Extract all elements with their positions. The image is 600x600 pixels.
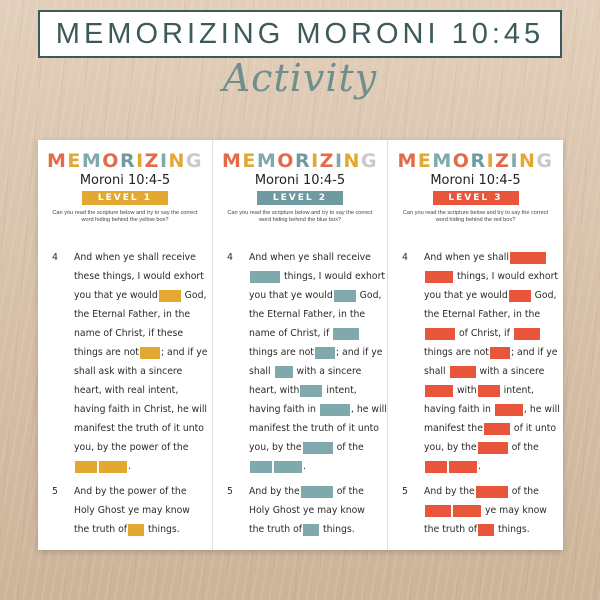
verse-text: you that ye would bbox=[424, 290, 508, 301]
verse-text: intent, bbox=[323, 385, 357, 396]
verse-text: things, I would exhort bbox=[454, 271, 559, 282]
verse-line bbox=[402, 381, 557, 400]
verse-text: the Eternal Father, in the bbox=[249, 309, 366, 320]
verse-text: . bbox=[128, 461, 131, 472]
hidden-word-box bbox=[476, 486, 508, 498]
heading-letter: R bbox=[470, 150, 487, 172]
verse-line bbox=[227, 362, 381, 381]
verse-text: you, by the bbox=[424, 442, 477, 453]
hidden-word-box bbox=[320, 404, 350, 416]
verse-line bbox=[402, 343, 557, 362]
verse-line bbox=[402, 267, 557, 286]
verse-text: name of Christ, if these bbox=[74, 328, 184, 339]
verse-text: name of Christ, if bbox=[249, 328, 333, 339]
hidden-word-box bbox=[425, 328, 455, 340]
hidden-word-box bbox=[453, 505, 481, 517]
hidden-word-box bbox=[128, 524, 144, 536]
hidden-word-box bbox=[334, 290, 356, 302]
scripture-reference: Moroni 10:4-5 bbox=[79, 173, 171, 188]
hidden-word-box bbox=[478, 385, 500, 397]
heading-letter: E bbox=[417, 150, 433, 172]
worksheet-level-3 bbox=[388, 140, 563, 550]
hidden-word-box bbox=[275, 366, 293, 378]
verse-number: 4 bbox=[227, 252, 233, 263]
heading-letter: E bbox=[242, 150, 257, 172]
verse-text: . bbox=[478, 461, 481, 472]
verse-text: manifest the truth of it unto bbox=[249, 423, 379, 434]
verse-text: of the bbox=[333, 486, 364, 497]
hidden-word-box bbox=[303, 442, 333, 454]
verse-text: heart, with real intent, bbox=[74, 385, 179, 396]
verse-line bbox=[52, 362, 206, 381]
verse-line bbox=[52, 419, 206, 438]
worksheet-cards bbox=[38, 140, 563, 550]
card-heading bbox=[213, 150, 387, 172]
verse-text: having faith in bbox=[249, 404, 319, 415]
verse-line bbox=[227, 286, 381, 305]
hidden-word-box bbox=[490, 347, 510, 359]
verse-text: with a sincere bbox=[476, 366, 545, 377]
verse-line bbox=[227, 520, 381, 539]
heading-letter: I bbox=[136, 150, 145, 172]
verse-line bbox=[402, 305, 557, 324]
verse-line bbox=[402, 419, 557, 438]
heading-letter: I bbox=[311, 150, 320, 172]
verse-text: And by the power of the bbox=[74, 486, 187, 497]
heading-letter: E bbox=[67, 150, 82, 172]
verse-text: And when ye shall bbox=[424, 252, 509, 263]
verse-line bbox=[52, 286, 206, 305]
hidden-word-box bbox=[425, 271, 453, 283]
verse-text: . bbox=[303, 461, 306, 472]
verse-line bbox=[227, 343, 381, 362]
heading-letter: I bbox=[486, 150, 496, 172]
hidden-word-box bbox=[99, 461, 127, 473]
verse-text: shall bbox=[424, 366, 449, 377]
verse-number: 4 bbox=[52, 252, 58, 263]
heading-letter: N bbox=[519, 150, 537, 172]
heading-letter: G bbox=[536, 150, 554, 172]
hidden-word-box bbox=[333, 328, 359, 340]
hidden-word-box bbox=[425, 505, 451, 517]
verse-text: things. bbox=[320, 524, 355, 535]
verse-text: Holy Ghost ye may know bbox=[249, 505, 365, 516]
heading-letter: N bbox=[168, 150, 186, 172]
level-badge: LEVEL 1 bbox=[82, 191, 168, 205]
verse-text: heart, with bbox=[249, 385, 300, 396]
hidden-word-box bbox=[449, 461, 477, 473]
instructions: Can you read the scripture below and try to say the correct word hiding behind the yellow box? bbox=[52, 210, 198, 223]
heading-letter: G bbox=[185, 150, 204, 172]
hidden-word-box bbox=[250, 271, 280, 283]
hidden-word-box bbox=[301, 486, 333, 498]
hidden-word-box bbox=[478, 524, 494, 536]
heading-letter: Z bbox=[144, 150, 160, 172]
page-subtitle: Activity bbox=[222, 56, 378, 100]
heading-letter: O bbox=[452, 150, 471, 172]
hidden-word-box bbox=[509, 290, 531, 302]
verse-line bbox=[52, 381, 206, 400]
verse-line bbox=[52, 520, 206, 539]
heading-letter: M bbox=[221, 150, 243, 172]
card-heading bbox=[388, 150, 563, 172]
verse-line bbox=[402, 248, 557, 267]
verse-line bbox=[227, 324, 381, 343]
verse-line bbox=[402, 520, 557, 539]
verse-line bbox=[227, 419, 381, 438]
verse-line bbox=[227, 501, 381, 520]
level-badge: LEVEL 2 bbox=[257, 191, 343, 205]
verse-text: you that ye would bbox=[249, 290, 333, 301]
verse-line bbox=[227, 400, 387, 419]
verse-text: manifest the truth of it unto bbox=[74, 423, 204, 434]
page-title: MEMORIZING MORONI 10:45 bbox=[55, 17, 545, 50]
verse-text: having faith in bbox=[424, 404, 494, 415]
verse-text: things are not bbox=[424, 347, 489, 358]
heading-letter: M bbox=[256, 150, 278, 172]
heading-letter: N bbox=[343, 150, 361, 172]
hidden-word-box bbox=[514, 328, 540, 340]
verse-text: the truth of bbox=[74, 524, 128, 535]
heading-letter: Z bbox=[495, 150, 511, 172]
verse-text: of the bbox=[508, 486, 539, 497]
hidden-word-box bbox=[140, 347, 160, 359]
verse-text: the Eternal Father, in the bbox=[424, 309, 541, 320]
hidden-word-box bbox=[484, 423, 510, 435]
verse-line bbox=[227, 267, 386, 286]
verse-line bbox=[52, 482, 206, 501]
verse-text: things, I would exhort bbox=[281, 271, 386, 282]
verse-text: having faith in Christ, he will bbox=[74, 404, 208, 415]
verse-line bbox=[402, 457, 557, 476]
verse-text: the truth of bbox=[424, 524, 478, 535]
verse-text: of Christ, if bbox=[456, 328, 513, 339]
verse-text: And when ye shall receive bbox=[74, 252, 196, 263]
verse-text: ; and if ye bbox=[510, 347, 558, 358]
hidden-word-box bbox=[425, 385, 453, 397]
verse-line bbox=[52, 343, 206, 362]
verse-line bbox=[402, 501, 557, 520]
verse-line bbox=[402, 400, 560, 419]
verse-line bbox=[52, 267, 206, 286]
verse-line bbox=[52, 438, 206, 457]
verse-line bbox=[52, 324, 206, 343]
worksheet-level-2 bbox=[213, 140, 388, 550]
scripture-text bbox=[402, 248, 560, 539]
verse-text: , he will bbox=[523, 404, 560, 415]
verse-text: And by the bbox=[249, 486, 300, 497]
hidden-word-box bbox=[303, 524, 319, 536]
heading-letter: O bbox=[102, 150, 120, 172]
verse-text: ye may know bbox=[482, 505, 547, 516]
heading-letter: I bbox=[334, 150, 344, 172]
scripture-text bbox=[227, 248, 387, 539]
verse-text: shall ask with a sincere bbox=[74, 366, 183, 377]
verse-line bbox=[227, 248, 381, 267]
verse-text: of it unto bbox=[510, 423, 557, 434]
verse-text: God, bbox=[356, 290, 382, 301]
verse-line bbox=[402, 286, 557, 305]
heading-letter: M bbox=[46, 150, 68, 172]
hidden-word-box bbox=[274, 461, 302, 473]
verse-line bbox=[227, 305, 381, 324]
verse-text: Holy Ghost ye may know bbox=[74, 505, 190, 516]
verse-line bbox=[52, 400, 206, 419]
verse-number: 5 bbox=[227, 486, 233, 497]
heading-letter: I bbox=[159, 150, 169, 172]
scripture-text bbox=[52, 248, 206, 539]
verse-line bbox=[52, 501, 206, 520]
verse-line bbox=[227, 457, 381, 476]
heading-letter: M bbox=[81, 150, 103, 172]
verse-text: manifest the bbox=[424, 423, 483, 434]
verse-text: with a sincere bbox=[293, 366, 362, 377]
heading-letter: G bbox=[360, 150, 379, 172]
verse-text: you, by the bbox=[249, 442, 302, 453]
hidden-word-box bbox=[75, 461, 97, 473]
card-heading bbox=[38, 150, 212, 172]
verse-text: of the bbox=[508, 442, 539, 453]
hidden-word-box bbox=[510, 252, 546, 264]
verse-text: these things, I would exhort bbox=[74, 271, 204, 282]
verse-text: intent, bbox=[500, 385, 534, 396]
heading-letter: M bbox=[397, 150, 418, 172]
hidden-word-box bbox=[450, 366, 476, 378]
hidden-word-box bbox=[300, 385, 322, 397]
verse-number: 5 bbox=[402, 486, 408, 497]
hidden-word-box bbox=[478, 442, 508, 454]
verse-text: ; and if ye bbox=[160, 347, 208, 358]
level-badge: LEVEL 3 bbox=[433, 191, 519, 205]
instructions: Can you read the scripture below and try to say the correct word hiding behind the red box? bbox=[402, 210, 549, 223]
verse-line bbox=[402, 482, 557, 501]
verse-text: God, bbox=[181, 290, 207, 301]
heading-letter: I bbox=[510, 150, 520, 172]
verse-text: ; and if ye bbox=[335, 347, 383, 358]
verse-number: 4 bbox=[402, 252, 408, 263]
verse-text: , he will bbox=[350, 404, 387, 415]
verse-number: 5 bbox=[52, 486, 58, 497]
verse-text: And by the bbox=[424, 486, 475, 497]
heading-letter: R bbox=[119, 150, 137, 172]
heading-letter: M bbox=[432, 150, 453, 172]
heading-letter: O bbox=[277, 150, 295, 172]
verse-text: the truth of bbox=[249, 524, 303, 535]
hidden-word-box bbox=[159, 290, 181, 302]
verse-text: things are not bbox=[249, 347, 314, 358]
scripture-reference: Moroni 10:4-5 bbox=[254, 173, 346, 188]
verse-text: things. bbox=[495, 524, 530, 535]
worksheet-level-1 bbox=[38, 140, 213, 550]
verse-text: God, bbox=[531, 290, 557, 301]
verse-line bbox=[227, 438, 381, 457]
verse-line bbox=[227, 482, 381, 501]
verse-text: with bbox=[454, 385, 477, 396]
verse-text: you that ye would bbox=[74, 290, 158, 301]
hidden-word-box bbox=[495, 404, 523, 416]
title-banner bbox=[38, 10, 562, 58]
verse-text: things. bbox=[145, 524, 180, 535]
verse-text: of the bbox=[333, 442, 364, 453]
verse-text: you, by the power of the bbox=[74, 442, 189, 453]
heading-letter: Z bbox=[319, 150, 335, 172]
hidden-word-box bbox=[315, 347, 335, 359]
verse-line bbox=[227, 381, 381, 400]
verse-text: And when ye shall receive bbox=[249, 252, 371, 263]
verse-text: things are not bbox=[74, 347, 139, 358]
verse-text: the Eternal Father, in the bbox=[74, 309, 191, 320]
hidden-word-box bbox=[425, 461, 447, 473]
verse-line bbox=[52, 457, 206, 476]
verse-line bbox=[52, 305, 206, 324]
verse-text: shall bbox=[249, 366, 274, 377]
verse-line bbox=[402, 438, 557, 457]
verse-line bbox=[52, 248, 206, 267]
scripture-reference: Moroni 10:4-5 bbox=[430, 173, 521, 188]
heading-letter: R bbox=[294, 150, 312, 172]
hidden-word-box bbox=[250, 461, 272, 473]
instructions: Can you read the scripture below and try to say the correct word hiding behind the blue box? bbox=[227, 210, 373, 223]
verse-line bbox=[402, 362, 557, 381]
verse-line bbox=[402, 324, 557, 343]
